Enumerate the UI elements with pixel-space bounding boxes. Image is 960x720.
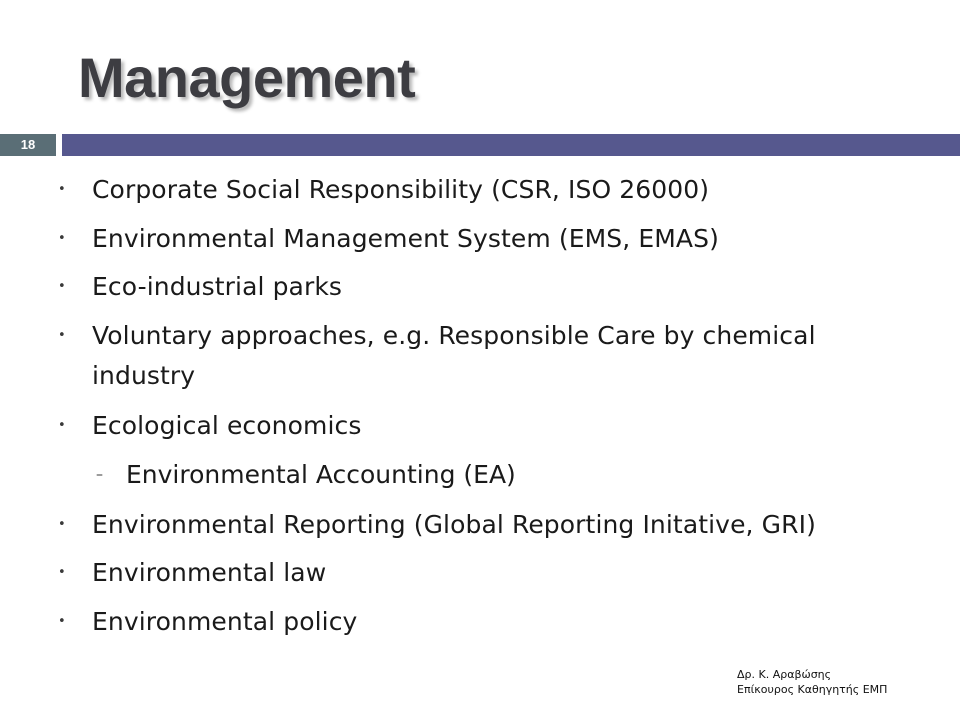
bullet-text: Eco-industrial parks (92, 272, 343, 301)
bullet-dot-icon: • (58, 182, 66, 197)
slide-title: Management (78, 46, 416, 109)
bullet-dot-icon: • (58, 279, 66, 294)
author-position: Επίκουρος Καθηγητής ΕΜΠ (737, 683, 888, 696)
bullet-text: Environmental law (92, 558, 327, 587)
author-credit (737, 667, 887, 697)
bullet-text: Environmental policy (92, 607, 358, 636)
bullet-dot-icon: • (58, 231, 66, 246)
sub-bullet-text: Environmental Accounting (EA) (126, 460, 516, 489)
bullet-text: Corporate Social Responsibility (CSR, ISO 26000) (92, 175, 710, 204)
author-name: Δρ. Κ. Αραβώσης (737, 668, 832, 681)
bullet-text: Environmental Management System (EMS, EMAS) (92, 224, 719, 253)
bullet-dot-icon: • (58, 614, 66, 629)
bullet-dot-icon: • (58, 328, 66, 343)
bullet-text: Ecological economics (92, 411, 362, 440)
slide-number: 18 (0, 134, 56, 156)
bullet-text: Environmental Reporting (Global Reporting Initative, GRI) (92, 510, 816, 539)
bullet-text: Voluntary approaches, e.g. Responsible Care by chemical industry (92, 321, 816, 390)
dash-icon: – (96, 467, 103, 483)
bullet-dot-icon: • (58, 517, 66, 532)
bullet-dot-icon: • (58, 418, 66, 433)
bullet-dot-icon: • (58, 565, 66, 580)
